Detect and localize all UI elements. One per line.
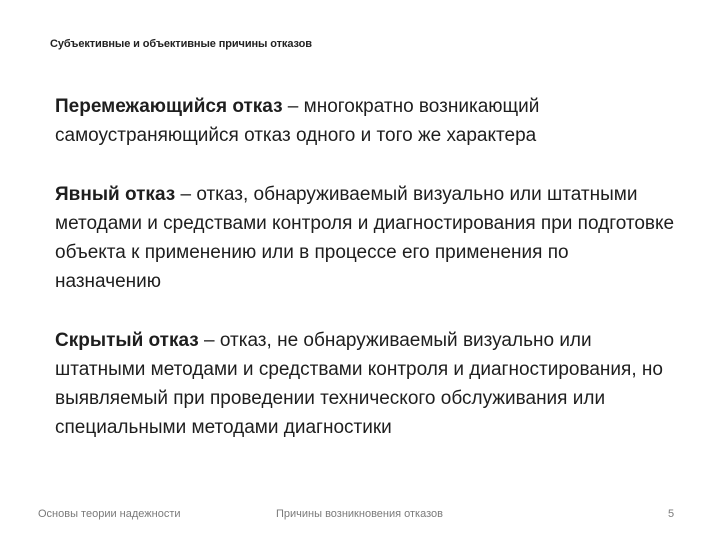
definition-separator: – [175, 184, 197, 205]
footer-section-title: Причины возникновения отказов [276, 508, 443, 520]
definition-text: отказ, не обнаруживаемый визуально или штатными методами и средствами контроля и диагностирования, но выявляемый при проведении технического обслуживания или специальными методами диагностики [55, 330, 663, 438]
definition-hidden-failure [55, 326, 675, 442]
definition-intermittent-failure [55, 92, 675, 150]
definition-text: отказ, обнаруживаемый визуально или штатными методами и средствами контроля и диагностирования при подготовке объекта к применению или в процессе его применения по назначению [55, 184, 675, 292]
definition-term: Перемежающийся отказ [55, 96, 283, 117]
page-number: 5 [668, 508, 675, 520]
definition-explicit-failure [55, 180, 675, 296]
definition-separator: – [198, 330, 220, 351]
slide-title: Субъективные и объективные причины отказов [50, 38, 312, 50]
definition-term: Явный отказ [55, 184, 176, 205]
definition-text: многократно возникающий самоустраняющийся отказ одного и того же характера [55, 96, 540, 146]
definition-separator: – [282, 96, 304, 117]
definition-term: Скрытый отказ [55, 330, 199, 351]
footer-course-title: Основы теории надежности [38, 508, 181, 520]
